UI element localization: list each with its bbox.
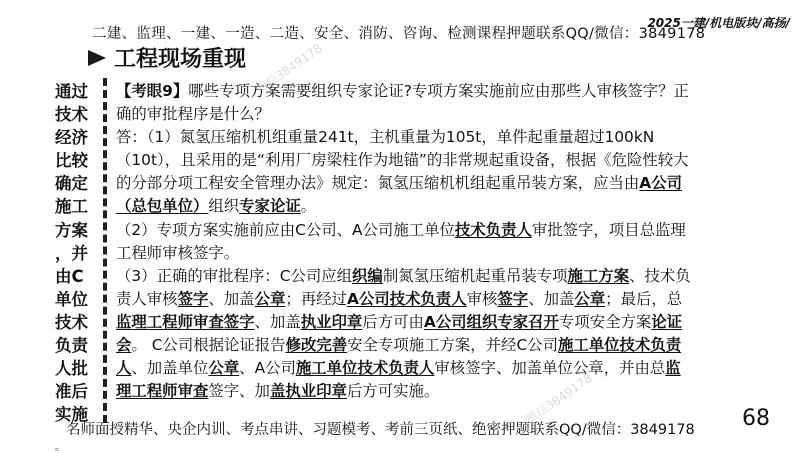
answer-text: 专项安全方案	[558, 312, 652, 331]
emphasis-text: 公章	[574, 289, 606, 308]
emphasis-text: 技术负责人	[454, 220, 532, 239]
emphasis-text: A公司（总包单位）	[116, 174, 682, 216]
answer-text: （3）正确的审批程序：C公司应组	[116, 266, 353, 285]
emphasis-text: 施工单位技术负责人	[116, 336, 682, 378]
answer-text: 安全专项施工方案，并经C公司	[347, 336, 558, 355]
emphasis-text: 公章	[254, 289, 286, 308]
answer-text: 。 C公司根据论证报告	[131, 336, 286, 355]
contact-banner-top: 二建、监理、一建、一造、二造、安全、消防、咨询、检测课程押题联系QQ/微信：3849178	[92, 26, 706, 42]
left-line: 施工	[55, 197, 88, 217]
left-line: 实施	[55, 405, 88, 425]
emphasis-text: 签字	[497, 289, 529, 308]
watermark: 微信3849178	[523, 370, 595, 427]
left-line: ，并	[55, 243, 88, 263]
arrow-bullet-icon	[88, 50, 106, 66]
dashed-divider	[103, 78, 107, 423]
answer-text: 组织	[208, 197, 240, 216]
answer-text: 签字、加	[208, 382, 270, 401]
answer-text: 答：（1）氮氢压缩机机组重量241t，主机重量为105t，单件起重量超过100kN（10t），且采用的是“利用厂房梁柱作为地锚”的非常规起重设备，根据《危险性较大的分部分项工程安全管理办法》规定：氮氢压缩机机组起重吊装方案，应当由	[116, 128, 689, 193]
emphasis-text: 盖执业印章	[269, 382, 347, 401]
title-row	[88, 42, 246, 73]
emphasis-text: 修改完善	[285, 336, 348, 355]
question-paragraph	[116, 80, 696, 126]
emphasis-text: 专家论证	[239, 197, 301, 216]
answer-text: 审核签字、加盖单位公章，并由总	[434, 359, 666, 378]
answer-paragraph-1	[116, 126, 696, 218]
left-line: 确定	[55, 174, 88, 194]
left-line: 负责	[55, 336, 88, 356]
left-line: 准后	[55, 382, 88, 402]
watermark: 微信3849178	[253, 40, 325, 97]
left-line: 通过	[55, 82, 88, 101]
question-label: 【考眼9】	[116, 82, 189, 100]
left-line: 技术	[55, 312, 88, 332]
emphasis-text: 论证会	[116, 312, 683, 355]
emphasis-text: 监理工程师审查签字	[116, 312, 255, 331]
emphasis-text: A公司组织专家召开	[423, 312, 559, 331]
page-number: 68	[742, 406, 770, 431]
answer-text: 审核	[466, 289, 498, 308]
course-tag: 2025一建/机电版块/高扬/	[647, 16, 790, 30]
answer-text: 后方可由	[362, 312, 424, 331]
emphasis-text: 签字	[177, 289, 209, 308]
answer-text: 制氮氢压缩机起重吊装专项	[382, 266, 568, 285]
emphasis-text: 公章	[208, 359, 240, 378]
answer-text: ；最后，总	[605, 289, 683, 308]
question-text: 哪些专项方案需要组织专家论证?专项方案实施前应由那些人审核签字？正确的审批程序是什么？	[116, 82, 689, 124]
answer-text: 、技术负责人审核	[116, 266, 691, 308]
answer-text: （2）专项方案实施前应由C公司、A公司施工单位	[116, 220, 455, 239]
left-line: 方案	[55, 220, 88, 240]
answer-text: 后方可实施。	[346, 382, 440, 401]
left-line: 人批	[55, 359, 88, 379]
left-line: 经济	[55, 128, 88, 148]
answer-text: 、加盖	[208, 289, 255, 308]
answer-paragraph-2	[116, 219, 696, 265]
left-line: 由C	[55, 266, 84, 286]
left-sidebar-text	[55, 80, 95, 426]
emphasis-text: A公司技术负责人	[346, 289, 467, 308]
answer-content	[116, 80, 696, 403]
answer-text: 、加盖单位	[131, 359, 209, 378]
answer-text: 审批签字，项目总监理工程师审核签字。	[116, 220, 686, 262]
emphasis-text: 织编	[352, 266, 383, 285]
answer-text: 。	[300, 197, 317, 216]
left-line: 技术	[55, 105, 88, 125]
answer-text: 、加盖	[528, 289, 575, 308]
emphasis-text: 执业印章	[300, 312, 363, 331]
answer-text: 、A公司	[239, 359, 296, 378]
answer-text: 、加盖	[254, 312, 301, 331]
footer-mark: 。	[55, 442, 65, 453]
answer-text: ；再经过	[285, 289, 347, 308]
emphasis-text: 监理工程师审查	[116, 359, 681, 401]
page-title: 工程现场重现	[114, 47, 247, 72]
left-line: 比较	[55, 151, 88, 171]
answer-paragraph-3	[116, 265, 696, 404]
contact-banner-bottom: 名师面授精华、央企内训、考点串讲、习题模考、考前三页纸、绝密押题联系QQ/微信：3849178	[66, 422, 695, 438]
left-line: 单位	[55, 289, 88, 309]
emphasis-text: 施工方案	[567, 266, 630, 285]
emphasis-text: 施工单位技术负责人	[295, 359, 435, 378]
